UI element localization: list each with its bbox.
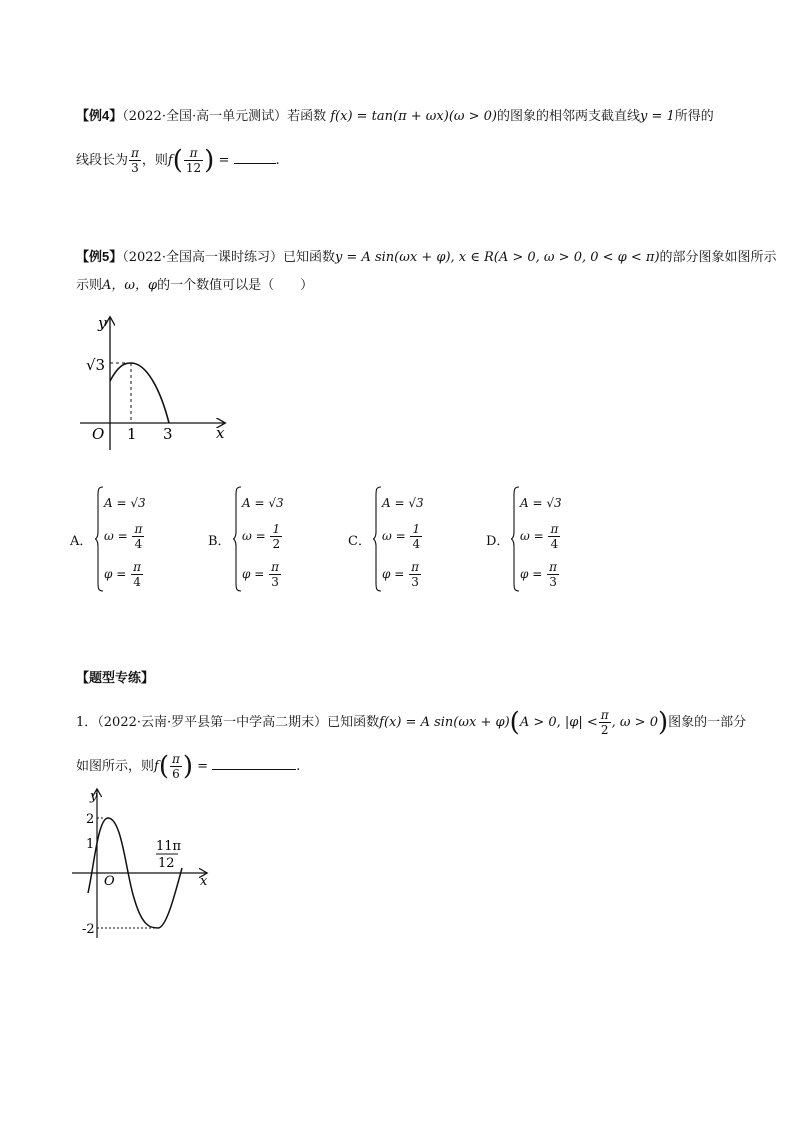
example-4-tag: 【例4】 bbox=[76, 108, 123, 123]
brace-icon bbox=[372, 486, 382, 592]
y-axis-label: y bbox=[90, 789, 98, 804]
example-5-source: （2022·全国高一课时练习）已知函数 bbox=[122, 250, 335, 265]
section-title: 【题型专练】 bbox=[76, 670, 155, 685]
y-axis-label: y bbox=[98, 314, 107, 332]
example-4-source: （2022·全国·高一单元测试）若函数 bbox=[122, 109, 327, 124]
origin-label: O bbox=[104, 874, 115, 889]
example-4-then: ，则 bbox=[141, 153, 168, 168]
answer-blank[interactable] bbox=[234, 163, 276, 164]
x-intercept-num: 11π bbox=[156, 839, 182, 854]
option-label: A． bbox=[70, 534, 93, 549]
question-source: （2022·云南·罗平县第一中学高二期末）已知函数 bbox=[97, 715, 380, 730]
example-4-seg-fraction: $\frac{\pi}{3}$ bbox=[131, 146, 139, 175]
y-intercept-label: 1 bbox=[86, 837, 95, 852]
option-phi: φ = $\frac{\pi}{4}$ bbox=[104, 560, 141, 589]
x-intercept-den: 12 bbox=[158, 856, 175, 871]
example-5-line1 bbox=[76, 247, 777, 268]
example-4-arg-fraction: $\frac{\pi}{12}$ bbox=[185, 146, 202, 175]
option-a-value: A = √3 bbox=[520, 496, 562, 510]
question-1-line2: 如图所示，则f( $\frac{\pi}{6}$ ) = . bbox=[76, 751, 301, 782]
question-function: f(x) = A sin(ωx + φ) bbox=[379, 715, 510, 730]
brace-icon bbox=[510, 486, 520, 592]
option-a[interactable] bbox=[70, 484, 190, 594]
option-b[interactable] bbox=[208, 484, 328, 594]
question-text: 图象的一部分 bbox=[668, 715, 747, 730]
option-a-value: A = √3 bbox=[242, 496, 284, 510]
option-a-value: A = √3 bbox=[104, 496, 146, 510]
option-phi: φ = $\frac{\pi}{3}$ bbox=[520, 560, 557, 589]
tick-label-1: 1 bbox=[127, 425, 137, 443]
example-4-condition: (ω > 0) bbox=[448, 109, 497, 124]
peak-value-label: √3 bbox=[86, 356, 106, 374]
example-4-text: 的图象的相邻两支截直线 bbox=[497, 109, 641, 124]
example-5-graph bbox=[76, 308, 246, 458]
option-omega: ω = $\frac{\pi}{4}$ bbox=[104, 522, 143, 551]
question-cond-fraction: $\frac{\pi}{2}$ bbox=[600, 708, 609, 737]
x-axis-label: x bbox=[216, 424, 225, 442]
example-5-vars: A，ω，φ bbox=[102, 278, 158, 293]
question-1-line1: 1．（2022·云南·罗平县第一中学高二期末）已知函数f(x) = A sin(ωx + φ)(A > 0, |φ| < $\frac{\pi}{2}$ , ω > 0)图象的一部分 bbox=[76, 707, 747, 738]
option-d[interactable] bbox=[486, 484, 606, 594]
example-4-line-eq: y = 1 bbox=[640, 109, 675, 124]
origin-label: O bbox=[92, 425, 105, 443]
option-a-value: A = √3 bbox=[382, 496, 424, 510]
option-label: B． bbox=[208, 534, 231, 549]
example-4-line2: 线段长为 $\frac{\pi}{3}$ ，则f( $\frac{\pi}{12}$ ) = . bbox=[76, 145, 280, 176]
question-arg-fraction: $\frac{\pi}{6}$ bbox=[171, 752, 180, 781]
option-phi: φ = $\frac{\pi}{3}$ bbox=[382, 560, 419, 589]
example-5-tag: 【例5】 bbox=[76, 249, 123, 264]
question-number: 1． bbox=[76, 715, 98, 730]
example-5-text: 的部分图象如图所示 bbox=[659, 250, 777, 265]
x-axis-label: x bbox=[200, 874, 208, 889]
example-4-f: f bbox=[167, 153, 173, 168]
brace-icon bbox=[232, 486, 242, 592]
example-4-line1 bbox=[76, 106, 714, 127]
tick-label-3: 3 bbox=[163, 425, 173, 443]
example-5-function: y = A sin(ωx + φ), x ∈ R(A > 0, ω > 0, 0 < φ < π) bbox=[334, 250, 660, 265]
sine-curve bbox=[110, 363, 169, 423]
example-4-equals: = bbox=[218, 153, 230, 168]
option-omega: ω = $\frac{1}{2}$ bbox=[242, 522, 281, 551]
option-c[interactable] bbox=[348, 484, 468, 594]
brace-icon bbox=[94, 486, 104, 592]
option-phi: φ = $\frac{\pi}{3}$ bbox=[242, 560, 279, 589]
y-max-label: 2 bbox=[86, 812, 95, 827]
y-min-label: -2 bbox=[82, 922, 95, 937]
option-omega: ω = $\frac{\pi}{4}$ bbox=[520, 522, 559, 551]
option-omega: ω = $\frac{1}{4}$ bbox=[382, 522, 421, 551]
example-5-line2: 示则A，ω，φ的一个数值可以是（ ） bbox=[76, 278, 314, 293]
option-label: C． bbox=[348, 534, 371, 549]
example-4-seg-text: 线段长为 bbox=[76, 153, 129, 168]
answer-blank-q1[interactable] bbox=[212, 769, 296, 770]
example-4-text2: 所得的 bbox=[674, 109, 714, 124]
option-label: D． bbox=[486, 534, 510, 549]
question-1-graph bbox=[70, 786, 220, 946]
example-4-function: f(x) = tan(π + ωx) bbox=[330, 109, 449, 124]
